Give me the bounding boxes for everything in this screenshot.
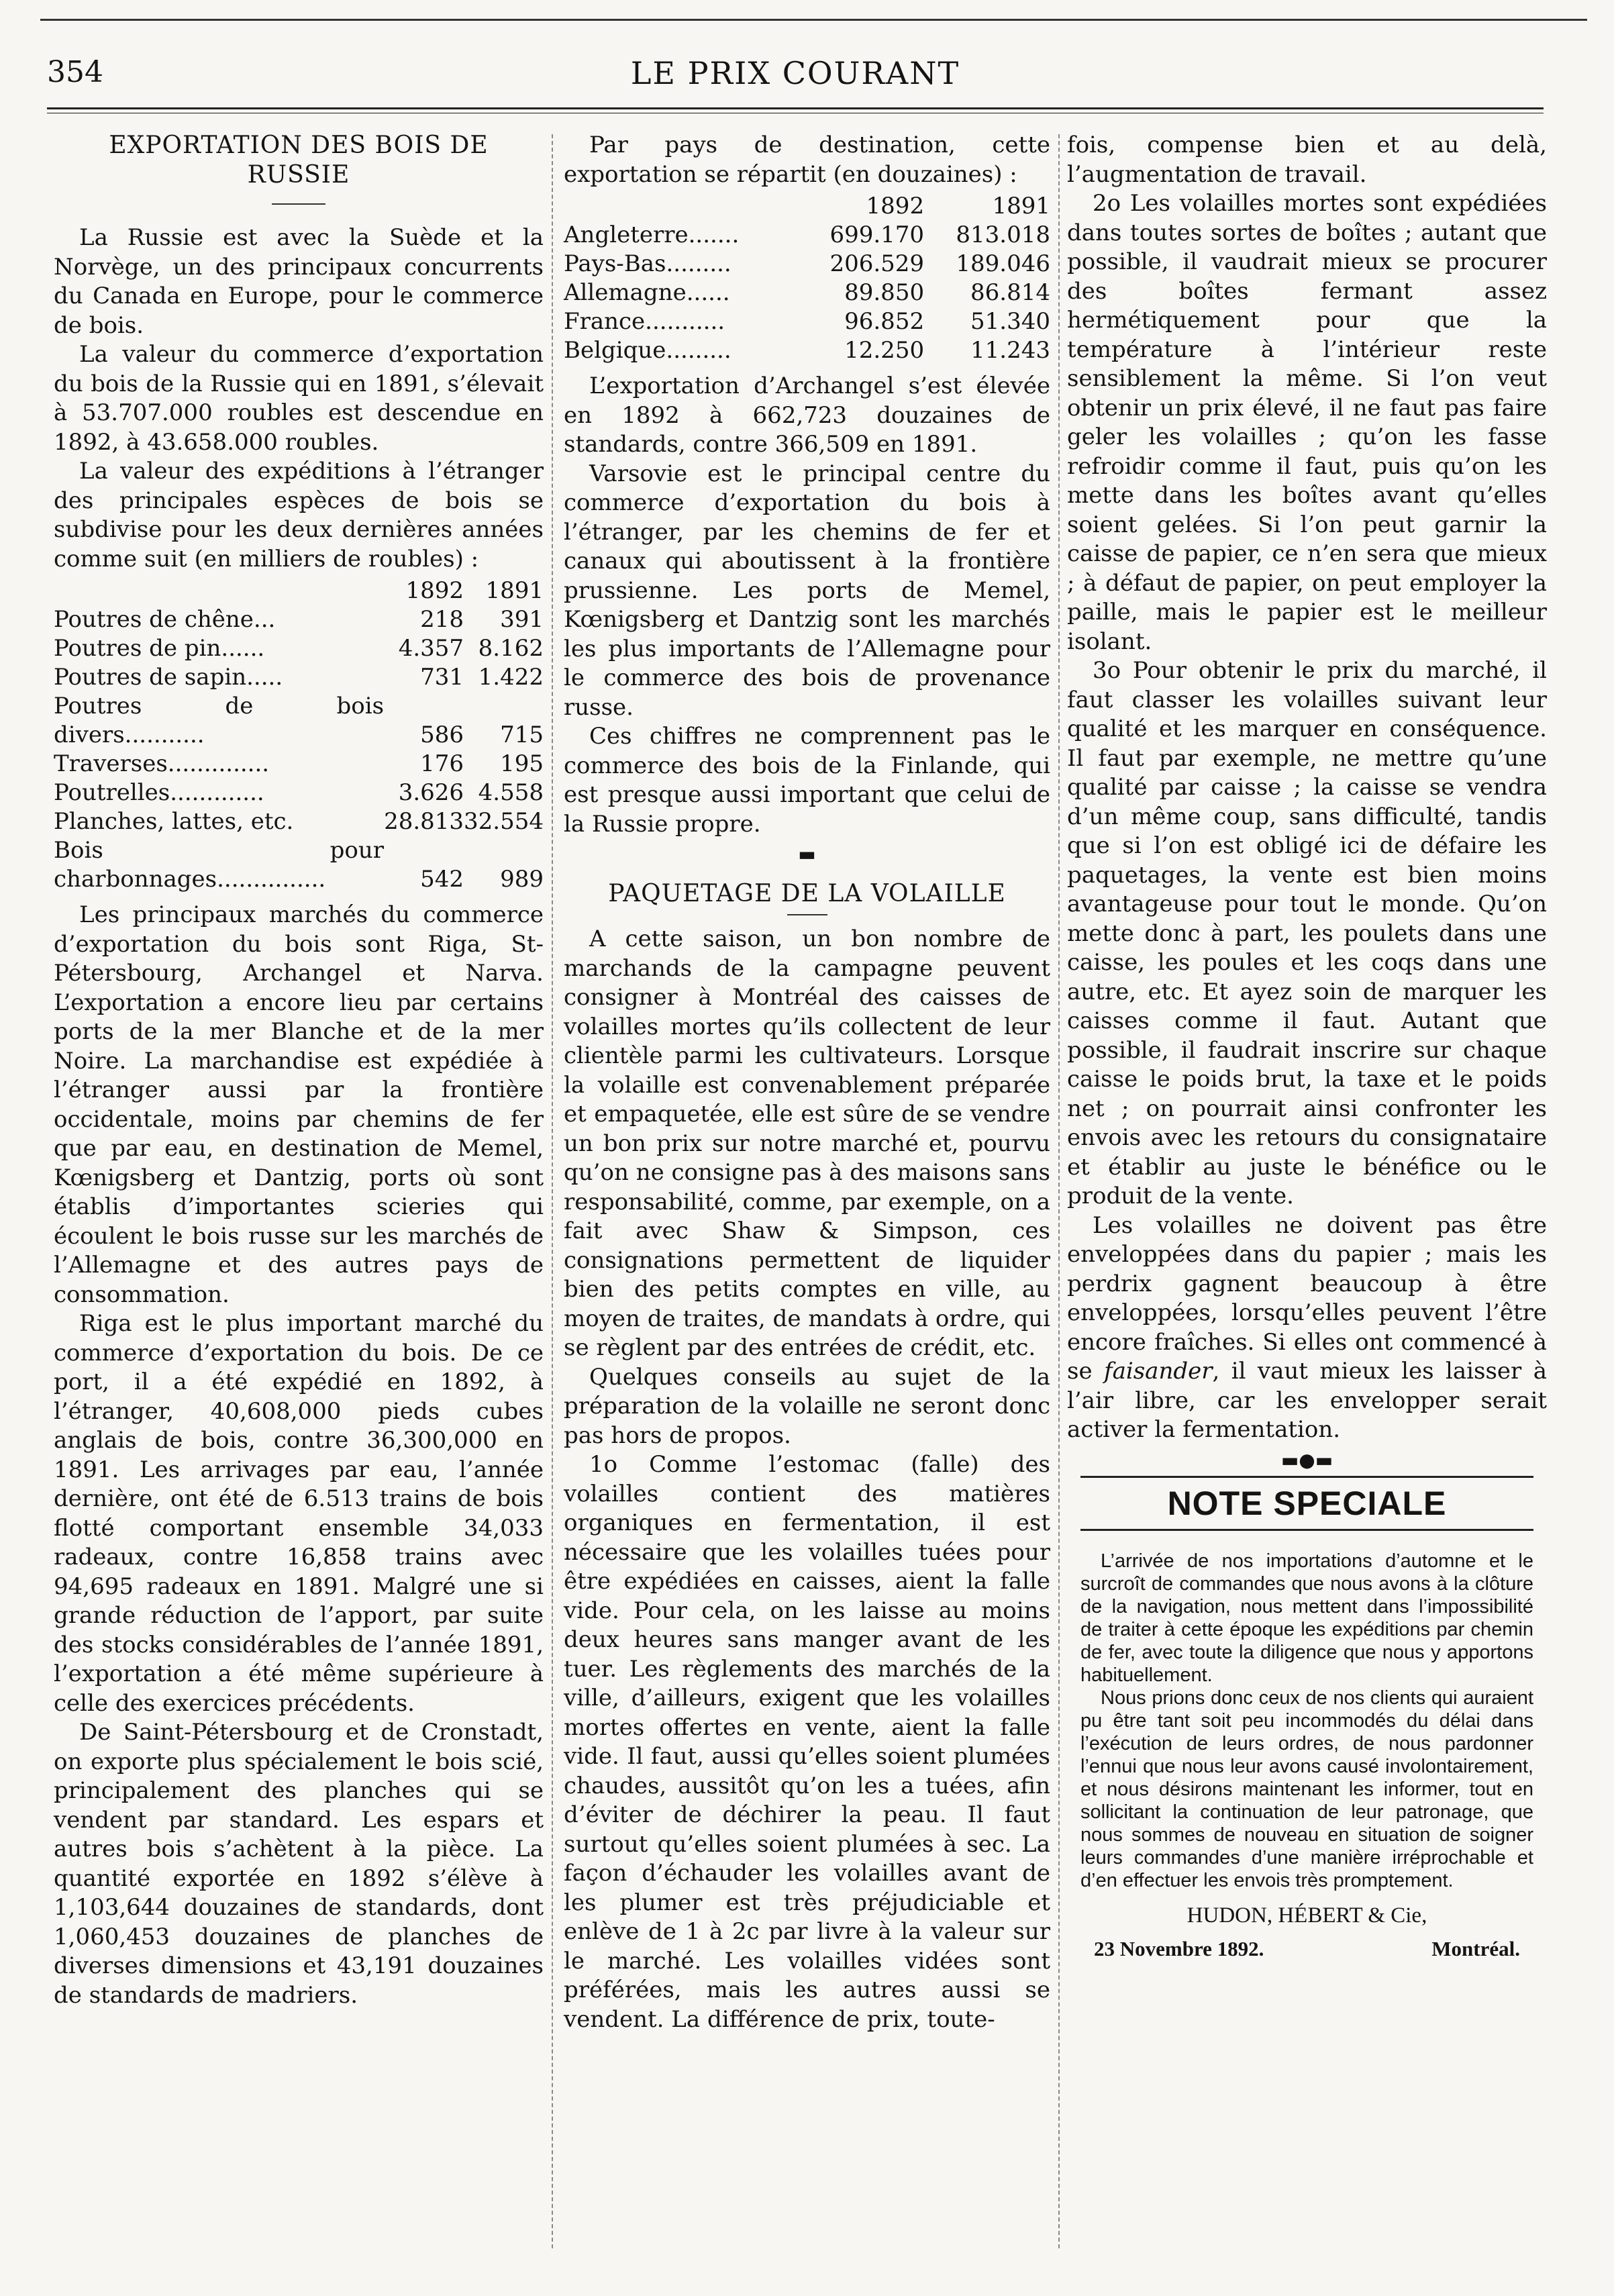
cell-value: 176 [420,750,464,777]
cell-value: 813.018 [956,221,1050,248]
cell-value: 86.814 [970,279,1050,306]
note-title: NOTE SPECIALE [1080,1476,1533,1531]
title-separator [787,914,827,915]
paragraph: Par pays de destination, cette exportation se répartit (en douzaines) : [564,132,1050,188]
cell-value: 4.357 [398,635,464,662]
cell-value: 11.243 [970,337,1050,364]
article-title-exportation [54,131,544,190]
row-label: Planches, lattes, etc. [54,808,294,835]
cell-value: 586 [420,721,464,748]
row-label: Poutrelles............. [54,779,264,806]
paragraph: Les principaux marchés du commerce d’exportation du bois sont Riga, St-Pétersbourg, Archangel et Narva. L’exportation a encore lieu par certains ports de la mer Blanche et de la mer Noire. La marchandise est expédiée à l’étranger aussi par la frontière occidentale, moins par chemins de fer que par eau, en destination de Memel, Kœnigsberg et Dantzig, ports où sont établis d’importantes scieries qui écoulent le bois russe sur les marchés de l’Allemagne et des autres pays de consommation. [54,901,544,1308]
cell-value: 1.422 [478,664,544,691]
table-row [54,779,544,807]
table-row [54,692,544,750]
cell-value: 3.626 [398,779,464,806]
table-row [564,307,1050,336]
cell-value: 89.850 [844,279,925,306]
table-row [54,750,544,779]
section-ornament: ▬●▬ [1280,1448,1333,1471]
table-header-row [564,192,1050,221]
signature-place: Montréal. [1431,1937,1520,1960]
table-row [564,250,1050,279]
column-1 [54,131,544,2010]
destination-table [564,192,1050,365]
cell-value: 8.162 [478,635,544,662]
column-2 [564,131,1050,2034]
cell-value: 989 [500,866,544,893]
table-row [564,221,1050,250]
table-row [54,807,544,836]
column-divider [1058,134,1060,2248]
cell-value: 218 [420,606,464,633]
paragraph: De Saint-Pétersbourg et de Cronstadt, on exporte plus spécialement le bois scié, principalement des planches qui se vendent par standard. Les espars et autres bois s’achètent à la pièce. La quantité exportée en 1892 s’élève à 1,103,644 douzaines de standards, dont 1,060,453 douzaines de planches de diverses dimensions et 43,191 douzaines de standards de madriers. [54,1719,544,2009]
signature-dateline [1067,1930,1547,1964]
cell-value: 4.558 [478,779,544,806]
column-header: 1891 [992,193,1050,219]
cell-value: 32.554 [464,808,544,835]
row-label: Traverses.............. [54,750,270,777]
note-speciale-box [1067,1450,1547,1964]
row-label: France........... [564,308,725,335]
table-row [54,634,544,663]
section-ornament: ▬ [798,843,816,865]
paragraph: Quelques conseils au sujet de la préparation de la volaille ne seront donc pas hors de propos. [564,1363,1050,1449]
page-number: 354 [47,55,103,89]
title-line: EXPORTATION DES BOIS DE [109,132,489,159]
page-header [47,47,1544,107]
cell-value: 206.529 [829,250,925,277]
paragraph: L’exportation d’Archangel s’est élevée en 1892 à 662,723 douzaines de standards, contre 366,509 en 1891. [564,372,1050,458]
paragraph: La valeur du commerce d’exportation du bois de la Russie qui en 1891, s’élevait à 53.707.000 roubles est descendue en 1892, à 43.658.000 roubles. [54,341,544,456]
wood-exports-table [54,577,544,894]
note-body [1067,1550,1547,1892]
text-run: , il vaut mieux les laisser à l’air libre, car les envelopper serait activer la fermentation. [1067,1358,1547,1443]
article-title-paquetage: PAQUETAGE DE LA VOLAILLE [608,880,1006,907]
row-label: Belgique......... [564,337,732,364]
journal-title: LE PRIX COURANT [630,55,960,91]
table-row [54,663,544,692]
paragraph: 3o Pour obtenir le prix du marché, il faut classer les volailles suivant leur qualité et les marquer en conséquence. Il faut par exemple, ne mettre qu’une qualité par caisse ; la caisse se vendra d’un même coup, sans difficulté, tandis que si l’on est obligé ici de défaire les paquetages, la vente est bien moins avantageuse pour tout le monde. Qu’on mette donc à part, les poulets dans une caisse, les poules et les coqs dans une autre, etc. Et ayez soin de marquer les caisses comme il faut. Autant que possible, il faudrait inscrire sur chaque caisse le poids brut, la taxe et le poids net ; on pourrait ainsi confronter les envois avec les retours du consignataire et établir au juste le bénéfice ou le produit de la vente. [1067,657,1547,1209]
row-label: Poutres de bois divers........... [54,693,385,748]
paragraph: Nous prions donc ceux de nos clients qui auraient pu être tant soit peu incommodés du délai dans l’exécution de leurs ordres, de nous pardonner l’ennui que nous leur avons causé involontairement, et nous désirons maintenant les informer, tout en sollicitant la continuation de leur patronage, que nous sommes de nouveau en situation de soigner leurs commandes d’une manière irréprochable et d’en effectuer les envois très promptement. [1080,1687,1533,1891]
paragraph: fois, compense bien et au delà, l’augmentation de travail. [1067,132,1547,188]
cell-value: 96.852 [844,308,925,335]
row-label: Poutres de chêne... [54,606,276,633]
paragraph: Varsovie est le principal centre du commerce d’exportation du bois à l’étranger, par les chemins de fer et canaux qui aboutissent à la frontière prussienne. Les ports de Memel, Kœnigsberg et Dantzig sont les marchés les plus importants de l’Allemagne pour le commerce des bois de provenance russe. [564,460,1050,721]
column-3 [1067,131,1547,1964]
top-border-rule [40,19,1587,21]
column-divider [552,134,553,2248]
cell-value: 12.250 [844,337,925,364]
row-label: Allemagne...... [564,279,730,306]
signature: HUDON, HÉBERT & Cie, [1187,1903,1427,1928]
table-row [54,605,544,634]
table-row [564,336,1050,365]
column-header: 1891 [485,577,544,604]
text-run: Les volailles ne doivent pas être enveloppées dans du papier ; mais les perdrix gagnent beaucoup à être enveloppées, lorsqu’elles peuvent l’être encore fraîches. Si elles ont commencé à se [1067,1211,1547,1385]
cell-value: 699.170 [829,221,925,248]
paragraph: Ces chiffres ne comprennent pas le commerce des bois de la Finlande, qui est presque aussi important que celui de la Russie propre. [564,723,1050,838]
table-header-row [54,577,544,605]
row-label: Bois pour charbonnages............... [54,837,385,893]
table-row [54,836,544,894]
cell-value: 391 [500,606,544,633]
cell-value: 542 [420,866,464,893]
paragraph: La Russie est avec la Suède et la Norvège, un des principaux concurrents du Canada en Europe, pour le commerce de bois. [54,224,544,339]
row-label: Poutres de sapin..... [54,664,283,691]
paragraph: 2o Les volailles mortes sont expédiées dans toutes sortes de boîtes ; autant que possible, il vaudrait mieux se procurer des boîtes fermant assez hermétiquement pour que la température à l’intérieur reste sensiblement la même. Si l’on veut obtenir un prix élevé, il ne faut pas faire geler les volailles ; qu’on les fasse refroidir comme il faut, puis qu’on les mette dans les boîtes avant qu’elles soient gelées. Si l’on peut garnir la caisse de papier, ce n’en sera que mieux ; à défaut de papier, on peut employer la paille, mais le papier est le meilleur isolant. [1067,190,1547,655]
signature-date: 23 Novembre 1892. [1094,1937,1264,1960]
column-header: 1892 [405,577,464,604]
table-row [564,279,1050,307]
row-label: Pays-Bas......... [564,250,732,277]
paragraph [1067,1211,1547,1445]
paragraph: Riga est le plus important marché du commerce d’exportation du bois. De ce port, il a été expédié en 1892, à l’étranger, 40,608,000 pieds cubes anglais de bois, contre 36,300,000 en 1891. Les arrivages par eau, l’année dernière, ont été de 6.513 trains de bois flotté comportant ensemble 34,033 radeaux, contre 16,858 trains avec 94,695 radeaux en 1891. Malgré une si grande réduction de l’apport, par suite des stocks considérables de l’année 1891, l’exportation a été même supérieure à celle des exercices précédents. [54,1310,544,1717]
paragraph: 1o Comme l’estomac (falle) des volailles contient des matières organiques en fermentation, il est nécessaire que les volailles tuées pour être expédiées en caisses, aient la falle vide. Pour cela, on les laisse au moins deux heures sans manger avant de les tuer. Les règlements des marchés de la ville, d’ailleurs, exigent que les volailles mortes offertes en vente, aient la falle vide. Il faut, aussi qu’elles soient plumées chaudes, aussitôt qu’on les a tuées, afin d’éviter de déchirer la peau. Il faut surtout qu’elles soient plumées à sec. La façon d’échauder les volailles avant de les plumer est très préjudiciable et enlève de 1 à 2c par livre à la valeur sur le marché. Les volailles vidées sont préférées, mais les autres aussi se vendent. La différence de prix, toute- [564,1451,1050,2033]
title-line: RUSSIE [247,161,350,189]
paragraph: La valeur des expéditions à l’étranger des principales espèces de bois se subdivise pour les deux dernières années comme suit (en milliers de roubles) : [54,458,544,572]
cell-value: 28.813 [384,808,464,835]
row-label: Poutres de pin...... [54,635,265,662]
cell-value: 51.340 [970,308,1050,335]
paragraph: A cette saison, un bon nombre de marchands de la campagne peuvent consigner à Montréal des caisses de volailles mortes qu’ils collectent de leur clientèle parmi les cultivateurs. Lorsque la volaille est convenablement préparée et empaquetée, elle est sûre de se vendre un bon prix sur notre marché et, pourvu qu’on ne consigne pas à des maisons sans responsabilité, comme, par exemple, on a fait avec Shaw & Simpson, ces consignations permettent de liquider bien des petits comptes en ville, au moyen de traites, de mandats à ordre, qui se règlent par des entrées de crédit, etc. [564,926,1050,1361]
emphasis-text: faisander [1104,1358,1213,1385]
title-separator [272,203,325,205]
paragraph: L’arrivée de nos importations d’automne et le surcroît de commandes que nous avons à la clôture de la navigation, nous mettent dans l’impossibilité de traiter à cette époque les expéditions par chemin de fer, avec toute la diligence que nous y apportons habituellement. [1080,1550,1533,1686]
cell-value: 715 [500,721,544,748]
row-label: Angleterre....... [564,221,740,248]
cell-value: 731 [420,664,464,691]
column-header: 1892 [866,193,925,219]
cell-value: 195 [500,750,544,777]
header-rule [47,107,1544,109]
cell-value: 189.046 [956,250,1050,277]
